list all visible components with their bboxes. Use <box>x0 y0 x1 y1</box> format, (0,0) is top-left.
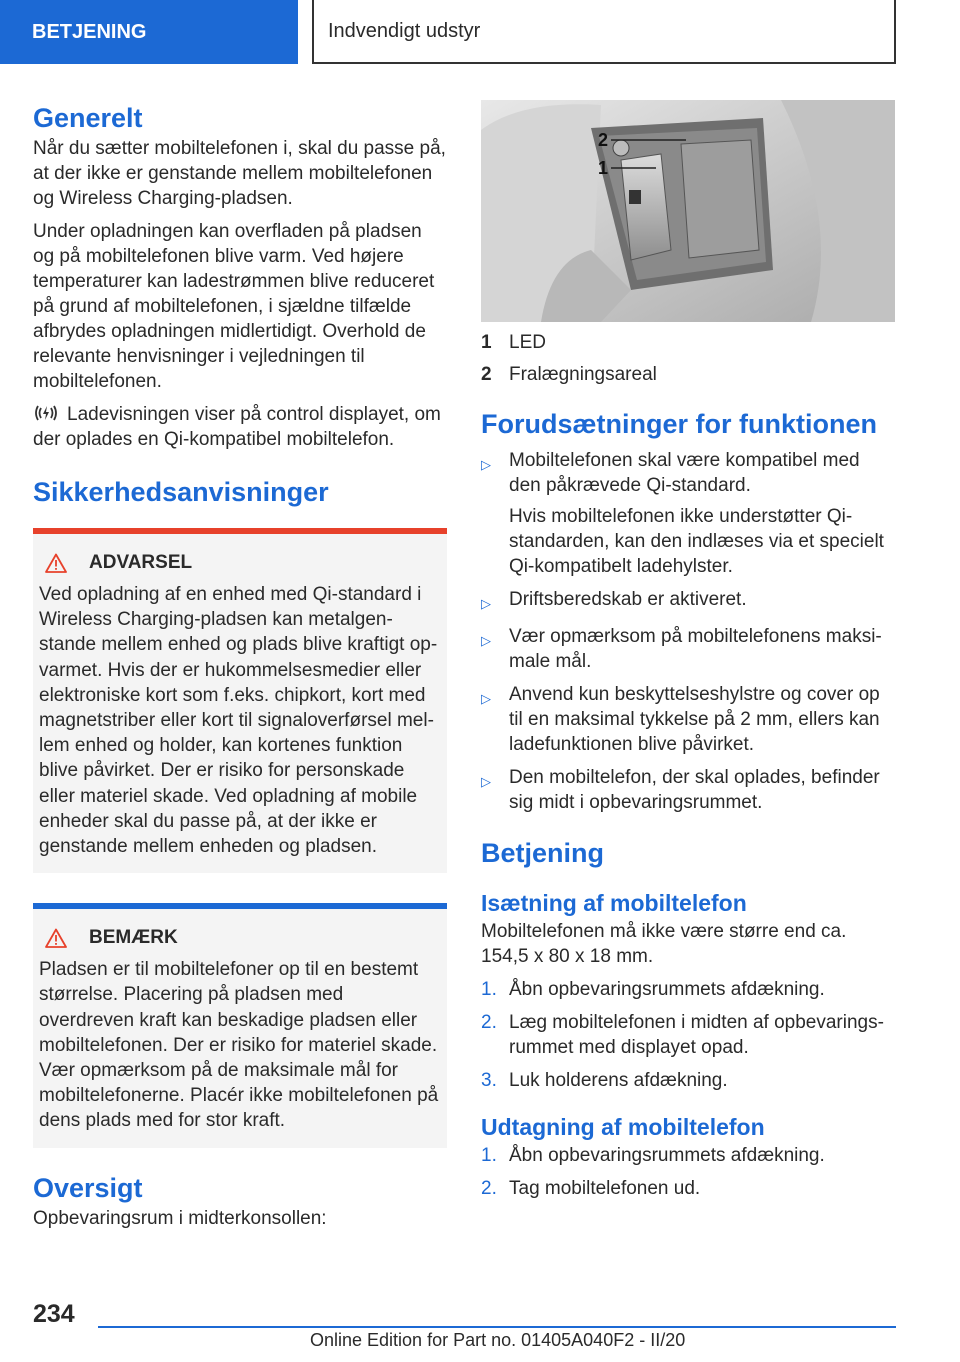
note-title <box>45 927 447 949</box>
warning-text: Ved opladning af en enhed med Qi-standard i Wireless Charging-pladsen kan metalgenstande mellem enhed og plads blive kraftigt opvarmet. Hvis der er hukommelsesmedier eller elektroniske kort som f.eks. chipkort, kort med magnetstriber eller kort til signaloverførsel mellem enhed og holder, kan kortenes funktion blive påvirket. Der er risiko for personskade eller materiel skade. Ved opladning af mobile enheder skal du passe på, at der ikke er genstande mellem enheden og pladsen. <box>39 584 438 858</box>
legend-row <box>481 362 895 388</box>
list-item <box>481 587 895 616</box>
legend-number: 2 <box>481 364 492 385</box>
heading-udtagning: Udtagning af mobiltelefon <box>481 1114 765 1140</box>
right-column <box>481 100 895 1209</box>
oversigt-paragraph: Opbevaringsrum i midterkonsollen: <box>33 1207 327 1229</box>
legend-row <box>481 330 895 356</box>
remove-steps-list <box>481 1143 895 1201</box>
step-number: 1. <box>481 979 497 1000</box>
step-text: Tag mobiltelefonen ud. <box>509 1178 701 1199</box>
list-item <box>481 624 895 674</box>
note-text: Pladsen er til mobiltelefoner op til en bestemt størrelse. Placering på pladsen med overdreven kraft kan beskadige pladsen eller mobiltelefonen. Der er risiko for materiel skade. Vær opmærksom på de maksimale mål for mobiltelefonerne. Placér ikke mobiltelefonen på dens plads med for stor kraft. <box>39 959 439 1132</box>
step-text: Åbn opbevaringsrummets afdækning. <box>509 979 825 1000</box>
bullet-triangle-icon: ▷ <box>481 691 491 706</box>
warning-title-text: ADVARSEL <box>89 552 193 573</box>
bullet-triangle-icon: ▷ <box>481 596 491 611</box>
list-item <box>481 977 895 1002</box>
list-item <box>481 765 895 815</box>
isaetning-paragraph: Mobiltelefonen må ikke være større end ca. 154,5 x 80 x 18 mm. <box>481 921 847 967</box>
wireless-charging-icon <box>33 403 59 423</box>
image-legend <box>481 330 895 388</box>
insert-steps-list <box>481 977 895 1093</box>
requirement-text: Den mobiltelefon, der skal oplades, befinder sig midt i opbevaringsrummet. <box>509 767 880 813</box>
list-item <box>481 1143 895 1168</box>
generelt-paragraph-1: Når du sætter mobiltelefonen i, skal du passe på, at der ikke er genstande mellem mobiltelefonen og Wireless Charging-pladsen. <box>33 138 446 209</box>
generelt-paragraph-3 <box>33 402 447 452</box>
chapter-title-text: Indvendigt udstyr <box>328 19 481 42</box>
list-item <box>481 1010 895 1060</box>
legend-text: Fralægningsareal <box>509 364 657 385</box>
heading-sikkerhedsanvisninger: Sikkerhedsanvisninger <box>33 477 329 507</box>
warning-title <box>45 552 447 574</box>
heading-isaetning: Isætning af mobiltelefon <box>481 890 747 916</box>
step-text: Luk holderens afdækning. <box>509 1070 728 1091</box>
step-number: 2. <box>481 1178 497 1199</box>
bullet-triangle-icon: ▷ <box>481 633 491 648</box>
heading-oversigt: Oversigt <box>33 1172 143 1203</box>
footer-divider <box>98 1326 896 1328</box>
section-label: BETJENING <box>32 20 147 43</box>
heading-forudsaetninger: Forudsætninger for funktionen <box>481 409 877 439</box>
list-item <box>481 448 895 579</box>
bullet-triangle-icon: ▷ <box>481 774 491 789</box>
step-number: 1. <box>481 1145 497 1166</box>
requirement-text: Vær opmærksom på mobiltelefonens maksimale mål. <box>509 626 882 672</box>
warning-triangle-icon <box>45 553 67 573</box>
requirement-text: Mobiltelefonen skal være kompatibel med den påkrævede Qi-standard. <box>509 450 860 496</box>
step-number: 2. <box>481 1012 497 1033</box>
image-label-2: 2 <box>598 130 609 150</box>
image-label-1: 1 <box>598 158 609 178</box>
chapter-title <box>312 0 896 64</box>
page-number: 234 <box>33 1300 75 1328</box>
step-number: 3. <box>481 1070 497 1091</box>
legend-number: 1 <box>481 332 492 353</box>
requirements-list <box>481 448 895 815</box>
generelt-paragraph-3-text: Ladevisningen viser på control displayet, om der oplades en Qi-kompatibel mobiltelefon. <box>33 404 441 450</box>
list-item <box>481 682 895 757</box>
requirement-text: Anvend kun beskyttelseshylstre og cover op til en maksimal tykkelse på 2 mm, ellers kan ladefunktionen blive påvirket. <box>509 684 880 755</box>
heading-betjening: Betjening <box>481 838 605 868</box>
list-item <box>481 1176 895 1201</box>
legend-text: LED <box>509 332 546 353</box>
bullet-triangle-icon: ▷ <box>481 457 491 472</box>
requirement-text: Driftsberedskab er aktiveret. <box>509 589 747 610</box>
note-box <box>33 903 447 1147</box>
list-item <box>481 1068 895 1093</box>
left-column <box>33 100 447 1239</box>
step-text: Læg mobiltelefonen i midten af opbevaringsrummet med displayet opad. <box>509 1012 884 1058</box>
section-tab <box>0 0 298 64</box>
note-title-text: BEMÆRK <box>89 927 178 949</box>
requirement-subtext: Hvis mobiltelefonen ikke understøtter Qi-standarden, kan den indlæses via et specielt Qi-kompatibelt ladehylster. <box>509 506 884 577</box>
warning-triangle-icon <box>45 928 67 948</box>
heading-generelt: Generelt <box>33 103 143 133</box>
storage-compartment-photo <box>481 100 895 322</box>
step-text: Åbn opbevaringsrummets afdækning. <box>509 1145 825 1166</box>
footer-edition: Online Edition for Part no. 01405A040F2 - II/20 <box>310 1330 686 1350</box>
generelt-paragraph-2: Under opladningen kan overfladen på pladsen og på mobiltelefonen blive varm. Ved højere temperaturer kan ladestrømmen blive reduceret på grund af mobiltelefonen, i sjældne tilfælde afbrydes opladningen midlertidigt. Overhold de relevante henvisninger i vejledningen til mobiltelefonen. <box>33 221 435 392</box>
warning-box <box>33 528 447 873</box>
